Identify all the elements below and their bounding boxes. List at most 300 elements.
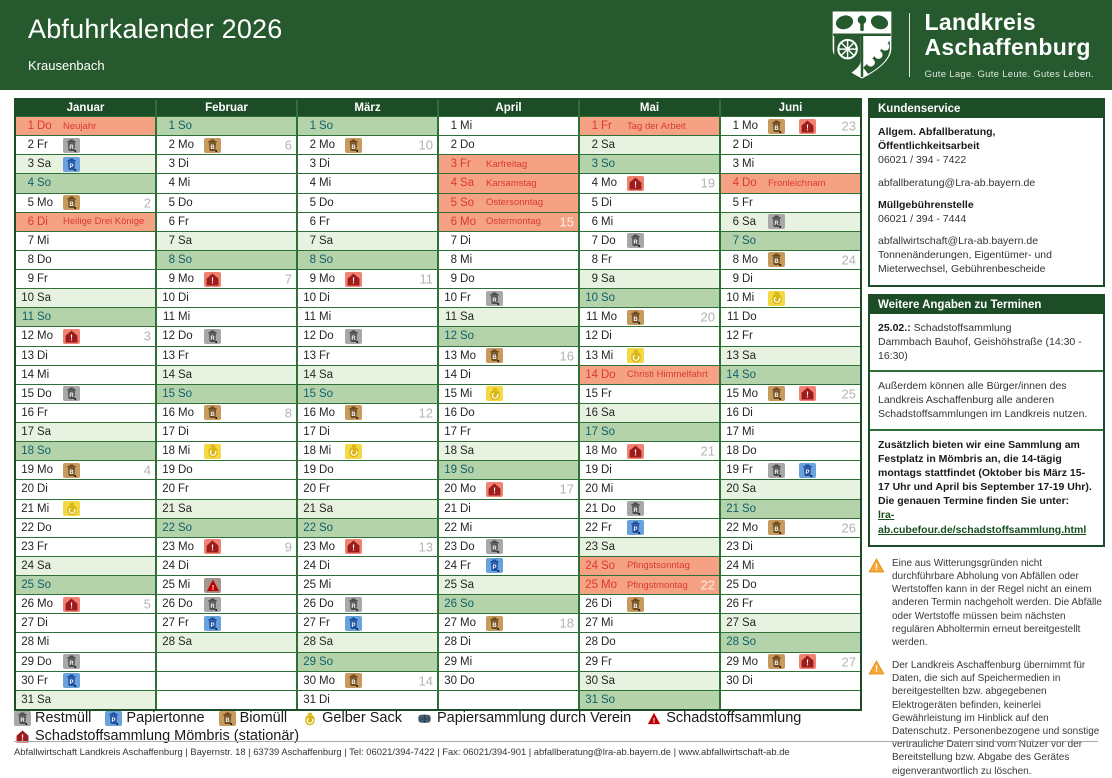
day-row [298,403,437,422]
day-number: 29 [444,655,457,668]
weekday-abbrev: So [178,253,193,266]
day-number: 12 [726,330,739,343]
day-number: 1 [168,120,175,133]
biomuell-icon [627,597,644,612]
day-row [298,613,437,632]
day-row [439,269,578,288]
restmuell-icon [768,463,785,478]
weekday-abbrev: Fr [742,330,753,343]
divider [870,370,1103,372]
day-number: 5 [27,196,34,209]
day-row [298,212,437,231]
day-number: 16 [162,406,175,419]
day-row [439,422,578,441]
abfallberatung-phone: 06021 / 394 - 7422 [878,154,967,167]
day-row [580,193,719,212]
schadstoffsammlung-moembris-icon [63,597,80,612]
day-icons [345,444,362,459]
day-number: 16 [585,406,598,419]
week-number: 13 [418,539,433,555]
day-icons [345,673,362,688]
day-row [157,307,296,326]
weekday-abbrev: Do [319,196,334,209]
weekday-abbrev: Fr [178,617,189,630]
legend-label: Restmüll [35,710,92,726]
day-row [439,460,578,479]
day-number: 21 [726,502,739,515]
logo-name-line1: Landkreis [924,9,1036,36]
gelber-sack-icon [301,711,318,726]
weekday-abbrev: So [37,311,52,324]
day-row [580,365,719,384]
restmuell-icon [627,501,644,516]
week-number: 12 [418,405,433,421]
weekday-abbrev: Sa [742,215,757,228]
svg-text:R: R [492,297,497,304]
schadstoffsammlung-moembris-icon [204,539,221,554]
day-icons [486,348,503,363]
day-row [298,422,437,441]
day-number: 11 [304,311,316,324]
weekday-abbrev: Do [178,330,193,343]
day-number: 4 [168,177,175,190]
day-icons [768,291,785,306]
holiday-name: Karfreitag [486,158,528,170]
weekday-abbrev: Di [178,292,189,305]
weekday-abbrev: Sa [37,158,52,171]
schadstoffsammlung-moembris-icon [627,444,644,459]
day-number: 25 [303,579,316,592]
day-row [298,652,437,671]
day-number: 1 [591,120,598,133]
weekday-abbrev: Sa [460,445,475,458]
weekday-abbrev: Do [319,464,334,477]
legend-label: Biomüll [239,710,288,726]
day-icons [486,386,503,401]
day-number: 6 [309,215,316,228]
weekday-abbrev: Mo [319,273,335,286]
day-number: 9 [450,273,457,286]
weekday-abbrev: Mi [601,617,614,630]
weekday-abbrev: So [601,292,616,305]
day-row [157,135,296,154]
day-icons [768,520,785,535]
day-number: 17 [585,426,598,439]
day-icons [627,310,644,325]
day-number: 11 [727,311,739,324]
muellgebuehrenstelle-desc: Tonnenänderungen, Eigentümer- und Mieterwechsel, Gebührenbescheide [878,249,1052,276]
day-row [580,613,719,632]
weekday-abbrev: Fr [460,559,471,572]
weekday-abbrev: Mo [742,387,758,400]
svg-text:P: P [351,622,356,629]
weekday-abbrev: Do [601,502,616,515]
week-number: 25 [841,386,856,402]
weekday-abbrev: Mo [601,445,617,458]
day-icons [345,597,362,612]
day-number: 7 [591,234,598,247]
day-row [16,652,155,671]
day-row [16,613,155,632]
day-row [721,556,860,575]
day-row [16,346,155,365]
day-row [439,575,578,594]
day-row [16,403,155,422]
day-row [157,173,296,192]
week-number: 15 [559,214,574,230]
page-header [0,0,1112,90]
day-icons [204,578,221,593]
legend [14,710,874,745]
day-row [298,575,437,594]
kundenservice-content [870,118,1103,285]
day-row [16,441,155,460]
day-row [721,518,860,537]
day-number: 13 [444,349,457,362]
weekday-abbrev: Di [178,559,189,572]
day-row [298,690,437,709]
schadstoffsammlung-moembris-icon [345,539,362,554]
biomuell-icon [204,138,221,153]
day-number: 23 [303,540,316,553]
day-number: 22 [726,521,739,534]
svg-text:!: ! [652,715,655,725]
day-icons [204,616,221,631]
month-header: Mai [580,100,719,116]
day-row [157,346,296,365]
svg-text:R: R [774,469,779,476]
week-number: 7 [284,271,292,287]
biomuell-icon [345,405,362,420]
weekday-abbrev: So [460,330,475,343]
day-row [16,250,155,269]
page-footer: Abfallwirtschaft Landkreis Aschaffenburg | Bayernstr. 18 | 63739 Aschaffenburg | Tel: 06021/394-7422 | Fax: 06021/394-901 | abfallberatung@lra-ab.bayern.de | www.abfallwirtschaft-ab.de [14,741,1098,757]
day-row [298,193,437,212]
day-number: 30 [585,674,598,687]
day-row [721,575,860,594]
schadstoffsammlung-moembris-icon [799,386,816,401]
termine-box [868,294,1105,547]
svg-text:R: R [633,240,638,247]
day-number: 27 [585,617,598,630]
week-number: 8 [284,405,292,421]
day-number: 23 [21,540,34,553]
day-number: 15 [303,387,316,400]
day-number: 26 [162,598,175,611]
day-icons [204,539,221,554]
day-row [580,231,719,250]
day-icons [627,176,644,191]
empty-row [439,690,578,709]
weekday-abbrev: Fr [601,253,612,266]
day-number: 2 [450,139,457,152]
day-row [298,173,437,192]
day-number: 19 [21,464,34,477]
week-number: 2 [143,195,151,211]
day-number: 11 [163,311,175,324]
svg-text:R: R [69,660,74,667]
gelber-sack-icon [627,348,644,363]
weekday-abbrev: Mo [319,674,335,687]
svg-text:B: B [224,717,230,724]
day-row [721,594,860,613]
weekday-abbrev: Mi [601,483,614,496]
day-number: 10 [21,292,34,305]
day-number: 9 [168,273,175,286]
papiertonne-icon [627,520,644,535]
empty-row [721,690,860,709]
weekday-abbrev: So [37,445,52,458]
weekday-abbrev: Do [742,579,757,592]
weekday-abbrev: So [742,234,757,247]
day-row [16,154,155,173]
day-row [721,460,860,479]
day-number: 14 [726,368,739,381]
warning-triangle-icon [868,557,885,573]
day-icons [204,138,221,153]
biomuell-icon [486,616,503,631]
warning-triangle-icon [868,659,885,675]
weekday-abbrev: Sa [37,693,52,706]
page-subtitle: Krausenbach [28,58,105,73]
month-column-mai [580,100,719,709]
weekday-abbrev: Di [37,483,48,496]
day-number: 5 [168,196,175,209]
day-row [16,307,155,326]
weekday-abbrev: Mi [742,426,755,439]
weekday-abbrev: Sa [37,426,52,439]
day-row [16,173,155,192]
day-number: 13 [162,349,175,362]
day-row [439,671,578,690]
day-number: 20 [585,483,598,496]
schadstoffsammlung-link[interactable]: lra-ab.cubefour.de/schadstoffsammlung.html [878,509,1087,536]
weekday-abbrev: Di [37,617,48,630]
day-icons [345,329,362,344]
weekday-abbrev: So [319,655,334,668]
weekday-abbrev: So [178,120,193,133]
day-row [16,518,155,537]
weekday-abbrev: Fr [37,406,48,419]
day-number: 31 [303,693,316,706]
day-number: 12 [21,330,34,343]
day-number: 5 [450,196,457,209]
svg-text:P: P [210,622,215,629]
weekday-abbrev: Fr [460,426,471,439]
svg-text:R: R [774,221,779,228]
day-number: 18 [585,445,598,458]
gelber-sack-icon [63,501,80,516]
svg-text:B: B [351,412,356,419]
day-number: 22 [444,521,457,534]
day-number: 22 [303,521,316,534]
weekday-abbrev: So [319,120,334,133]
weekday-abbrev: Mo [742,120,758,133]
weekday-abbrev: Di [37,349,48,362]
weekday-abbrev: Fr [319,483,330,496]
weekday-abbrev: Di [742,406,753,419]
weekday-abbrev: Mo [601,177,617,190]
day-number: 17 [21,426,34,439]
day-row [298,479,437,498]
day-number: 9 [27,273,34,286]
weekday-abbrev: Sa [460,177,475,190]
weekday-abbrev: Sa [742,617,757,630]
day-number: 2 [309,139,316,152]
gelber-sack-icon [204,444,221,459]
day-row [16,690,155,709]
day-number: 14 [585,368,598,381]
day-number: 10 [444,292,457,305]
day-row [580,250,719,269]
gelber-sack-icon [486,386,503,401]
week-number: 16 [559,348,574,364]
day-row [721,365,860,384]
day-row [721,288,860,307]
day-row [439,307,578,326]
day-icons [345,138,362,153]
termine-entry [878,321,1095,335]
day-number: 25 [726,579,739,592]
weekday-abbrev: Sa [601,540,616,553]
month-column-april [439,100,578,709]
schadstoffsammlung-moembris-icon [799,654,816,669]
weekday-abbrev: Mo [460,215,476,228]
weekday-abbrev: Di [460,234,471,247]
weekday-abbrev: Di [742,273,753,286]
weekday-abbrev: Sa [601,273,616,286]
day-number: 20 [444,483,457,496]
week-number: 20 [700,309,715,325]
day-number: 4 [27,177,34,190]
weekday-abbrev: Fr [319,215,330,228]
day-number: 16 [444,406,457,419]
sidebar [868,98,1105,778]
day-row [721,652,860,671]
day-icons [63,329,80,344]
day-row [298,671,437,690]
day-row [16,193,155,212]
day-number: 10 [585,292,598,305]
day-icons [486,291,503,306]
weekday-abbrev: Sa [319,502,334,515]
empty-row [157,671,296,690]
weekday-abbrev: Sa [742,483,757,496]
calendar [14,98,862,711]
month-header: März [298,100,437,116]
landkreis-logo [830,9,1094,81]
day-number: 29 [726,655,739,668]
day-icons [204,272,221,287]
weekday-abbrev: Mo [601,311,617,324]
day-row [721,250,860,269]
day-row [580,632,719,651]
weekday-abbrev: Sa [319,636,334,649]
day-number: 23 [585,540,598,553]
day-row [298,326,437,345]
day-number: 30 [303,674,316,687]
weekday-abbrev: Fr [37,139,48,152]
day-number: 27 [726,617,739,630]
weekday-abbrev: Mi [178,445,191,458]
svg-text:B: B [492,622,497,629]
svg-text:R: R [69,144,74,151]
weekday-abbrev: Mi [178,311,191,324]
weekday-abbrev: So [460,464,475,477]
day-row [721,135,860,154]
day-icons [63,501,80,516]
day-row [16,575,155,594]
weekday-abbrev: So [742,636,757,649]
day-row [16,460,155,479]
day-row [721,307,860,326]
day-icons [204,329,221,344]
day-number: 20 [162,483,175,496]
day-number: 8 [591,253,598,266]
day-row [157,556,296,575]
day-row [439,212,578,231]
schadstoffsammlung-moembris-icon [627,176,644,191]
day-number: 12 [444,330,457,343]
day-number: 2 [27,139,34,152]
weekday-abbrev: Do [742,311,757,324]
day-row [439,613,578,632]
schadstoffsammlung-moembris-icon [63,329,80,344]
day-number: 19 [444,464,457,477]
week-number: 9 [284,539,292,555]
day-row [439,326,578,345]
day-number: 17 [162,426,175,439]
termine-entry-date: 25.02.: [878,321,911,334]
day-row [157,231,296,250]
weekday-abbrev: Do [178,598,193,611]
weekday-abbrev: So [460,196,475,209]
weekday-abbrev: Mi [742,158,755,171]
weekday-abbrev: Mi [460,387,473,400]
weekday-abbrev: So [319,521,334,534]
schadstoffsammlung-moembris-icon [204,272,221,287]
day-icons [345,539,362,554]
day-number: 15 [444,387,457,400]
day-number: 20 [726,483,739,496]
day-row [157,575,296,594]
day-row [439,441,578,460]
month-header: Januar [16,100,155,116]
day-number: 20 [21,483,34,496]
holiday-name: Neujahr [63,120,97,132]
biomuell-icon [63,463,80,478]
svg-text:B: B [774,393,779,400]
day-row [721,537,860,556]
day-number: 25 [162,579,175,592]
biomuell-icon [204,405,221,420]
day-number: 4 [591,177,598,190]
day-row [439,116,578,135]
day-number: 29 [21,655,34,668]
day-row [439,556,578,575]
week-number: 24 [841,252,856,268]
weekday-abbrev: Mi [37,234,50,247]
day-row [439,632,578,651]
day-number: 30 [21,674,34,687]
svg-text:P: P [69,163,74,170]
day-number: 1 [732,120,739,133]
weekday-abbrev: Do [37,120,52,133]
day-row [298,135,437,154]
weekday-abbrev: Fr [178,483,189,496]
weekday-abbrev: Do [601,234,616,247]
weekday-abbrev: Do [460,540,475,553]
